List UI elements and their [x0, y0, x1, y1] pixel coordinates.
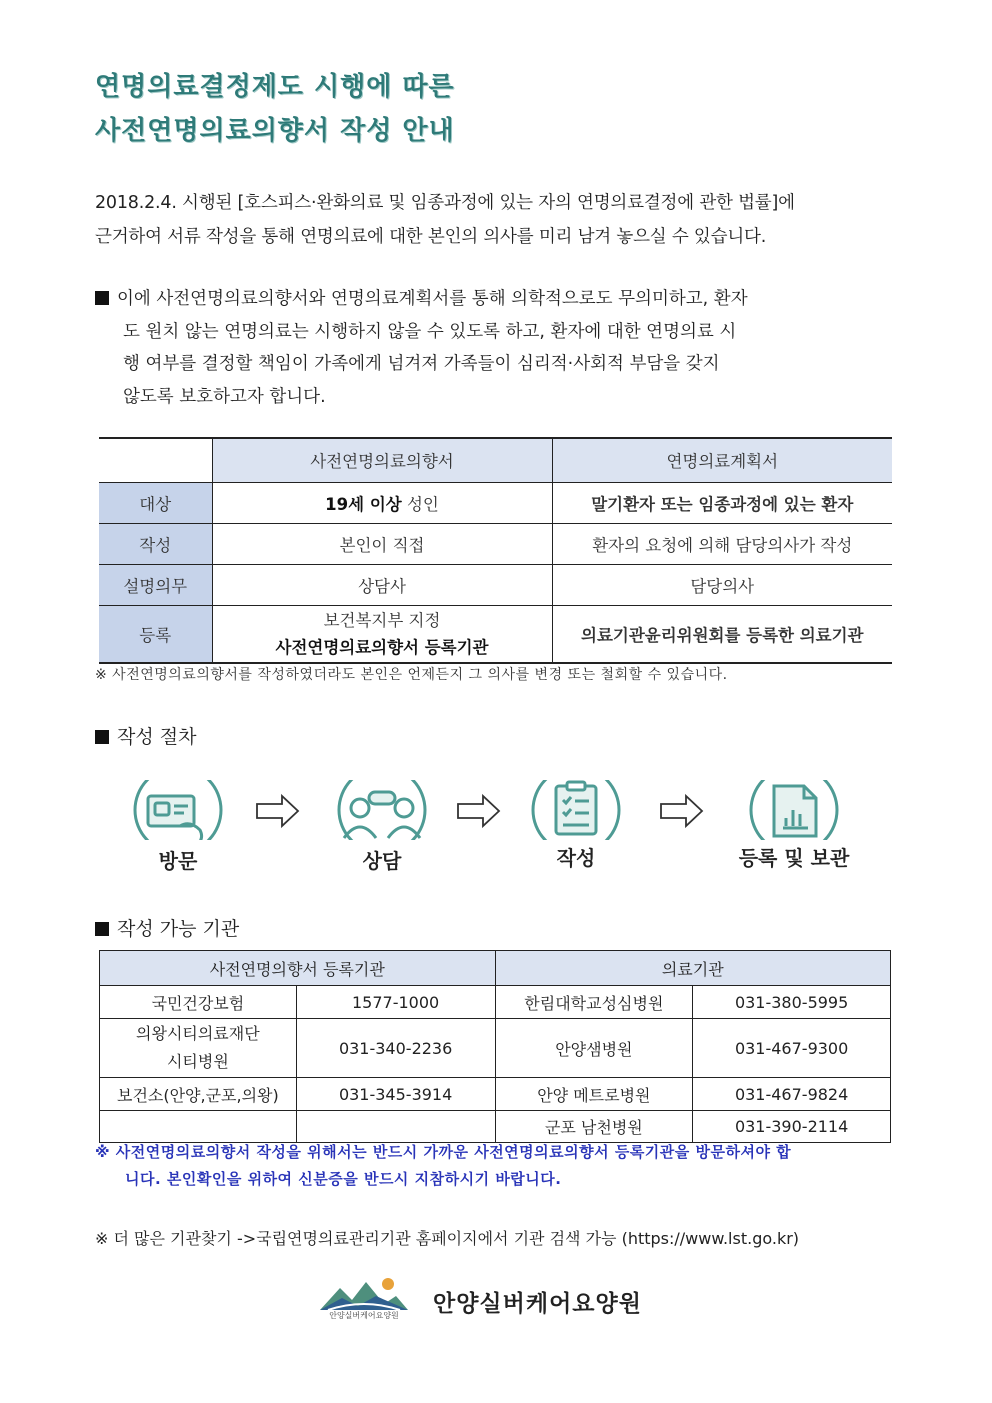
table-header-row [99, 438, 892, 482]
arrow-right-icon [257, 796, 298, 826]
arrow-right-icon [661, 796, 702, 826]
header-treatment-plan: 연명의료계획서 [552, 438, 892, 482]
procedure-flow [120, 780, 880, 840]
header-advance-directive: 사전연명의료의향서 [212, 438, 552, 482]
table-row [100, 986, 891, 1019]
org2-cell: 안양 메트로병원 [495, 1078, 693, 1111]
table-header-row [100, 951, 891, 986]
org1-line2: 시티병원 [166, 1052, 229, 1071]
page-title-line2: 사전연명의료의향서 작성 안내 [95, 116, 455, 146]
tel2-cell: 031-380-5995 [693, 986, 891, 1019]
visit-icon [135, 780, 221, 840]
step-visit-label: 방문 [158, 849, 198, 873]
procedure-heading [95, 722, 196, 749]
target-age-bold: 19세 이상 [325, 494, 402, 514]
tel1-cell [296, 1111, 495, 1143]
institutions-heading-text: 작성 가능 기관 [117, 918, 240, 940]
cell-explanation-plan: 담당의사 [552, 564, 892, 605]
row-label-writer: 작성 [99, 523, 212, 564]
more-info-text: ※ 더 많은 기관찾기 ->국립연명의료관리기관 홈페이지에서 기관 검색 가능 (https://www.lst.go.kr) [95, 1229, 800, 1248]
arrow-right-icon [458, 796, 499, 826]
organization-name: 안양실버케어요양원 [433, 1291, 642, 1317]
purpose-paragraph [95, 283, 900, 413]
tel2-cell: 031-390-2114 [693, 1111, 891, 1143]
header-blank-cell [99, 438, 212, 482]
org2-cell: 군포 남천병원 [495, 1111, 693, 1143]
purpose-line2: 도 원치 않는 연명의료는 시행하지 않을 수 있도록 하고, 환자에 대한 연명의료 시 [123, 321, 737, 342]
purpose-line1: 이에 사전연명의료의향서와 연명의료계획서를 통해 의학적으로도 무의미하고, 환자 [117, 289, 748, 309]
org1-cell [100, 1111, 297, 1143]
visit-warning-line2: 니다. 본인확인을 위하여 신분증을 반드시 지참하시기 바랍니다. [125, 1170, 562, 1188]
tel1-cell: 031-340-2236 [296, 1019, 495, 1078]
table-row [99, 605, 892, 663]
square-bullet-icon [95, 730, 109, 744]
table-row [100, 1111, 891, 1143]
intro-line1: 2018.2.4. 시행된 [호스피스·완화의료 및 임종과정에 있는 자의 연명의료결정에 관한 법률]에 [95, 193, 795, 213]
table-note: ※ 사전연명의료의향서를 작성하였더라도 본인은 언제든지 그 의사를 변경 또는 철회할 수 있습니다. [95, 667, 728, 683]
table-row [99, 523, 892, 564]
cell-registration-plan: 의료기관윤리위원회를 등록한 의료기관 [552, 605, 892, 663]
cell-target-directive [212, 482, 552, 523]
intro-paragraph [95, 186, 905, 254]
page-title-line1: 연명의료결정제도 시행에 따른 [95, 72, 455, 102]
org2-cell: 안양샘병원 [495, 1019, 693, 1078]
logo-caption: 안양실버케어요양원 [329, 1311, 399, 1320]
table-row [100, 1078, 891, 1111]
org2-cell: 한림대학교성심병원 [495, 986, 693, 1019]
purpose-line3: 행 여부를 결정할 책임이 가족에게 넘겨져 가족들이 심리적·사회적 부담을 갖지 [123, 354, 720, 374]
table-row [100, 1019, 891, 1078]
purpose-line4: 않도록 보호하고자 합니다. [123, 386, 326, 407]
table-row [99, 564, 892, 605]
procedure-heading-text: 작성 절차 [117, 726, 197, 748]
square-bullet-icon [95, 291, 109, 305]
institutions-heading [95, 914, 239, 941]
comparison-table [99, 437, 892, 664]
org1-cell: 국민건강보험 [100, 986, 297, 1019]
step-register-label: 등록 및 보관 [738, 846, 850, 870]
target-adult: 성인 [401, 494, 439, 514]
tel2-cell: 031-467-9300 [693, 1019, 891, 1078]
document-chart-icon [751, 780, 837, 840]
cell-writer-directive: 본인이 직접 [212, 523, 552, 564]
org1-cell [100, 1019, 297, 1078]
table-row [99, 482, 892, 523]
step-consult-label: 상담 [362, 849, 402, 873]
cell-explanation-directive: 상담사 [212, 564, 552, 605]
clipboard-icon [533, 780, 619, 840]
consult-icon [339, 780, 425, 840]
tel1-cell: 031-345-3914 [296, 1078, 495, 1111]
cell-target-plan: 말기환자 또는 임종과정에 있는 환자 [552, 482, 892, 523]
cell-registration-directive [212, 605, 552, 663]
org1-cell: 보건소(안양,군포,의왕) [100, 1078, 297, 1111]
header-registration-orgs: 사전연명의향서 등록기관 [100, 951, 496, 986]
tel1-cell: 1577-1000 [296, 986, 495, 1019]
visit-warning-line1: ※ 사전연명의료의향서 작성을 위해서는 반드시 가까운 사전연명의료의향서 등록기관을 방문하셔야 합 [95, 1143, 792, 1161]
org1-line1: 의왕시티의료재단 [136, 1024, 260, 1043]
visit-warning [95, 1139, 900, 1193]
registration-line2: 사전연명의료의향서 등록기관 [275, 637, 489, 657]
row-label-explanation: 설명의무 [99, 564, 212, 605]
registration-line1: 보건복지부 지정 [323, 610, 441, 630]
step-write-label: 작성 [556, 846, 596, 870]
square-bullet-icon [95, 922, 109, 936]
institutions-table [99, 950, 891, 1143]
intro-line2: 근거하여 서류 작성을 통해 연명의료에 대한 본인의 의사를 미리 남겨 놓으실 수 있습니다. [95, 227, 767, 247]
header-medical-orgs: 의료기관 [495, 951, 891, 986]
cell-writer-plan: 환자의 요청에 의해 담당의사가 작성 [552, 523, 892, 564]
row-label-target: 대상 [99, 482, 212, 523]
tel2-cell: 031-467-9824 [693, 1078, 891, 1111]
row-label-registration: 등록 [99, 605, 212, 663]
